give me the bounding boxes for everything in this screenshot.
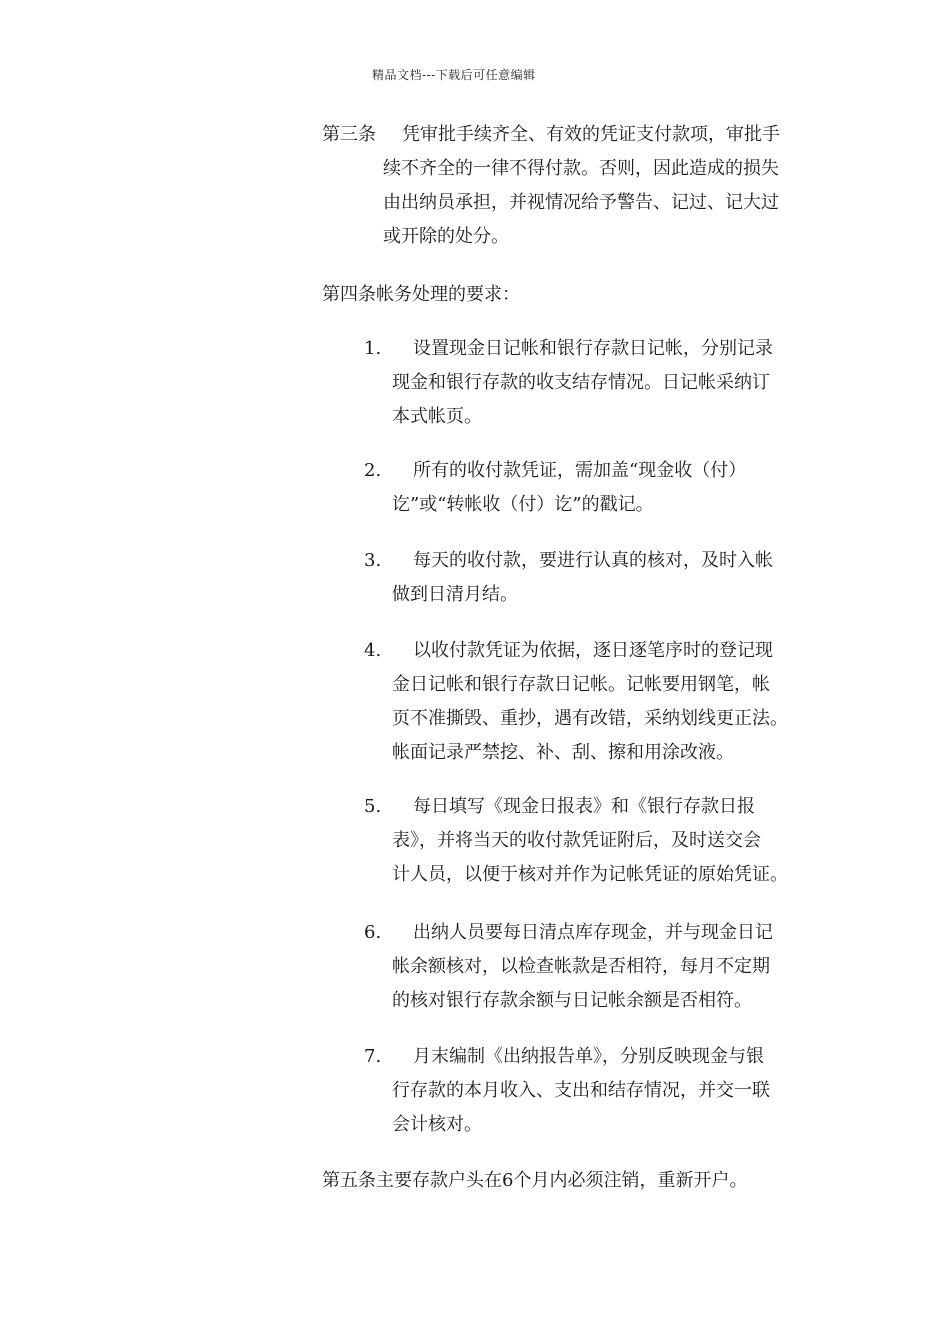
article-3-label: 第三条 [322,124,376,145]
item-number: 5. [364,796,382,817]
item-line: 会计核对。 [392,1114,482,1135]
item-number: 6. [364,922,382,943]
item-line: 页不准撕毁、重抄，遇有改错，采纳划线更正法。 [392,708,788,729]
list-item [364,790,788,892]
list-item [364,332,773,434]
item-line: 所有的收付款凭证，需加盖“现金收（付） [413,460,747,481]
item-line: 计人员，以便于核对并作为记帐凭证的原始凭证。 [392,864,788,885]
list-item [364,634,788,770]
item-line: 本式帐页。 [392,406,482,427]
list-item [364,1040,770,1142]
item-line: 每天的收付款，要进行认真的核对，及时入帐 [413,550,773,571]
item-line: 以收付款凭证为依据，逐日逐笔序时的登记现 [413,640,773,661]
item-line: 的核对银行存款余额与日记帐余额是否相符。 [392,990,752,1011]
item-line: 每日填写《现金日报表》和《银行存款日报 [413,796,755,817]
item-number: 4. [364,640,382,661]
item-line: 帐面记录严禁挖、补、刮、擦和用涂改液。 [392,742,734,763]
item-line: 做到日清月结。 [392,584,518,605]
item-number: 2. [364,460,382,481]
page-header: 精品文档---下载后可任意编辑 [372,68,536,82]
article-3-line: 由出纳员承担，并视情况给予警告、记过、记大过 [383,192,779,213]
item-line: 表》，并将当天的收付款凭证附后，及时送交会 [392,830,761,851]
list-item [364,544,773,612]
item-number: 3. [364,550,382,571]
item-line: 行存款的本月收入、支出和结存情况，并交一联 [392,1080,770,1101]
item-number: 1. [364,338,382,359]
item-line: 月末编制《出纳报告单》，分别反映现金与银 [413,1046,764,1067]
article-3-line: 或开除的处分。 [383,226,509,247]
article-3 [322,118,780,254]
article-4-heading: 第四条帐务处理的要求： [322,284,520,305]
item-line: 现金和银行存款的收支结存情况。日记帐采纳订 [392,372,770,393]
article-5: 第五条主要存款户头在6个月内必须注销，重新开户。 [322,1170,748,1191]
item-line: 金日记帐和银行存款日记帐。记帐要用钢笔，帐 [392,674,770,695]
article-3-line: 凭审批手续齐全、有效的凭证支付款项，审批手 [402,124,780,145]
list-item [364,454,746,522]
item-line: 出纳人员要每日清点库存现金，并与现金日记 [413,922,773,943]
item-line: 设置现金日记帐和银行存款日记帐，分别记录 [413,338,773,359]
article-3-line: 续不齐全的一律不得付款。否则，因此造成的损失 [383,158,779,179]
item-number: 7. [364,1046,382,1067]
list-item [364,916,773,1018]
item-line: 讫”或“转帐收（付）讫”的戳记。 [392,494,654,515]
item-line: 帐余额核对，以检查帐款是否相符，每月不定期 [392,956,770,977]
